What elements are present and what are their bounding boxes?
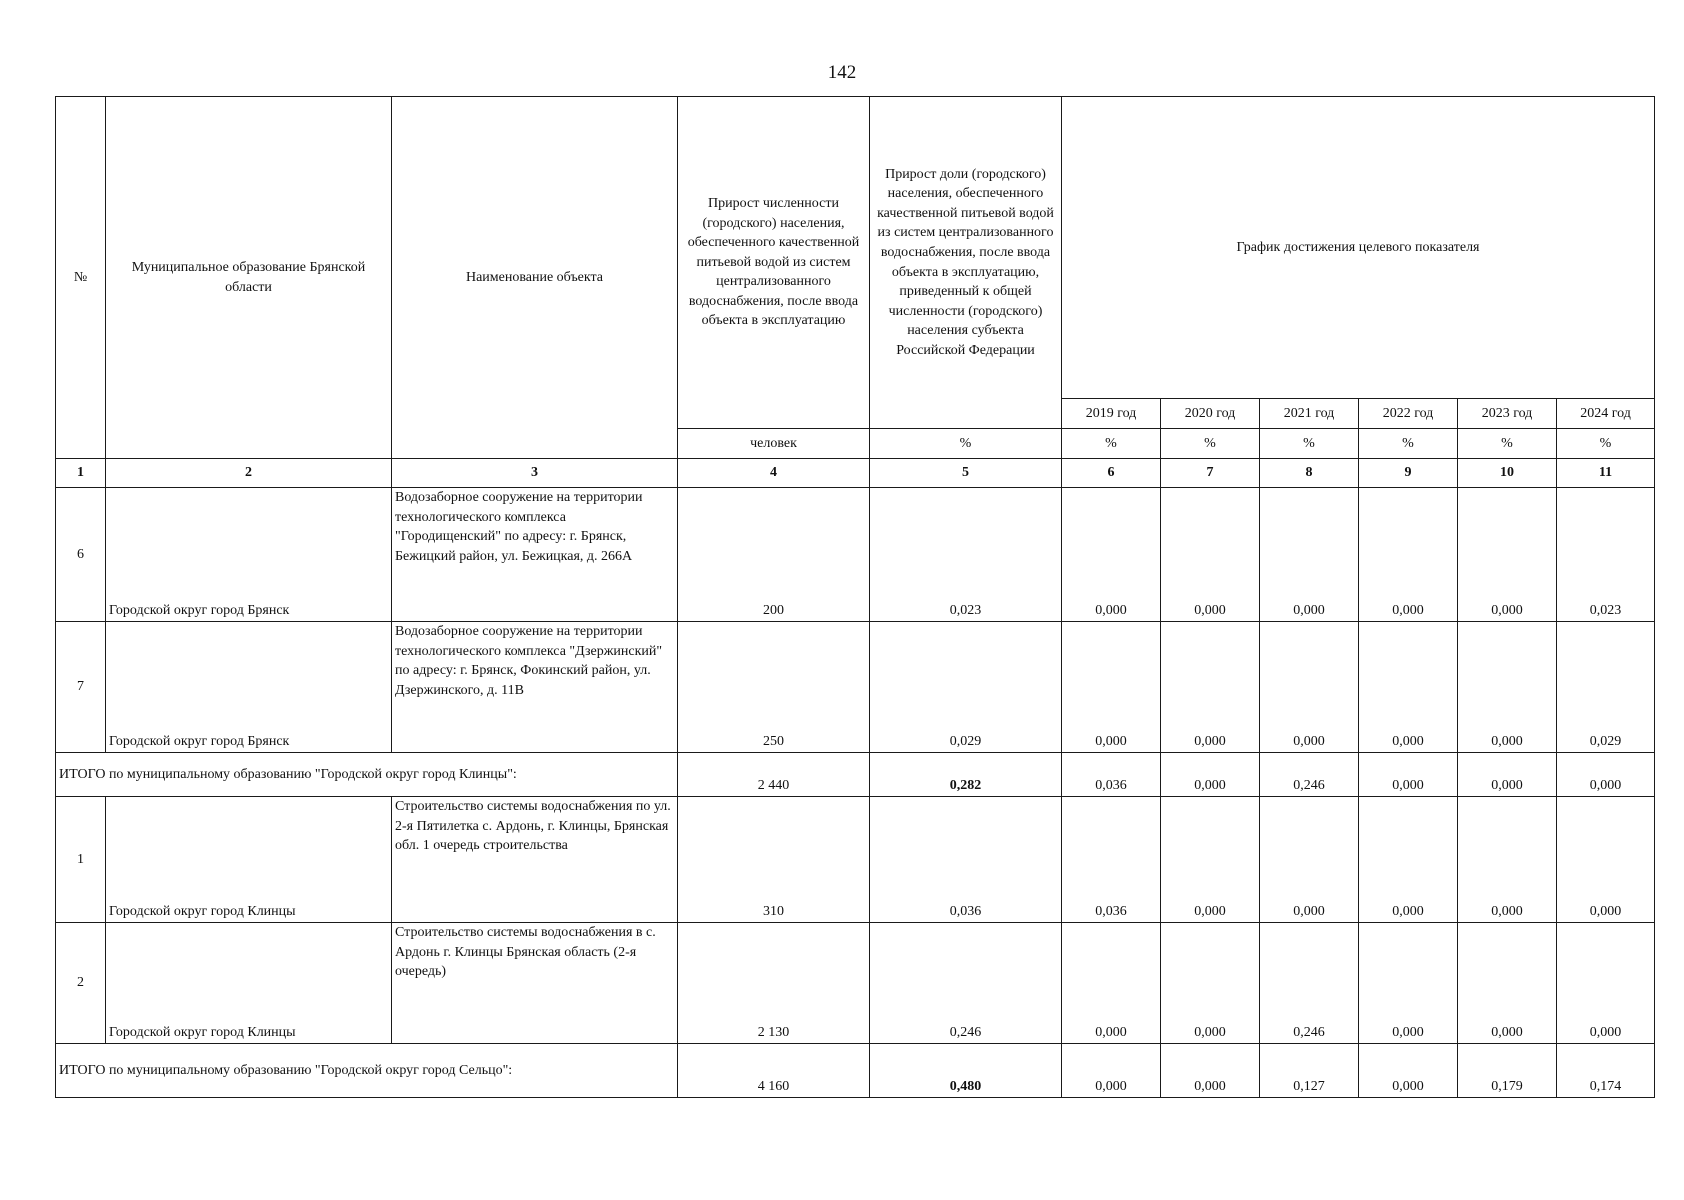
people-growth-cell: 200 [678,488,870,622]
column-number: 10 [1458,459,1557,488]
header-growth-share: Прирост доли (городского) населения, обеспеченного качественной питьевой водой из систем централизованного водоснабжения, после ввода объекта в эксплуатацию, приведенный к общей численности (городского) населения субъекта Российской Федерации [870,97,1062,429]
year-value-cell: 0,023 [1557,488,1655,622]
unit-people: человек [678,429,870,459]
header-year-2023: 2023 год [1458,399,1557,429]
table-row [56,622,1655,753]
table-row [56,923,1655,1044]
total-year-value: 0,174 [1557,1044,1655,1098]
year-value-cell: 0,000 [1062,622,1161,753]
total-row [56,1044,1655,1098]
total-label: ИТОГО по муниципальному образованию "Городской округ город Сельцо": [56,1044,678,1098]
column-number: 11 [1557,459,1655,488]
unit-pct: % [1557,429,1655,459]
unit-pct: % [1359,429,1458,459]
municipality-cell: Городской округ город Клинцы [106,797,392,923]
unit-pct-share: % [870,429,1062,459]
header-no: № [56,97,106,459]
column-number: 6 [1062,459,1161,488]
year-value-cell: 0,000 [1557,923,1655,1044]
year-value-cell: 0,000 [1458,622,1557,753]
unit-pct: % [1161,429,1260,459]
people-growth-cell: 2 130 [678,923,870,1044]
unit-pct: % [1062,429,1161,459]
year-value-cell: 0,000 [1458,488,1557,622]
header-growth-people: Прирост численности (городского) населения, обеспеченного качественной питьевой водой из систем централизованного водоснабжения, после ввода объекта в эксплуатацию [678,97,870,429]
municipality-cell: Городской округ город Клинцы [106,923,392,1044]
year-value-cell: 0,029 [1557,622,1655,753]
year-value-cell: 0,246 [1260,923,1359,1044]
total-year-value: 0,000 [1359,1044,1458,1098]
column-number: 1 [56,459,106,488]
header-object: Наименование объекта [392,97,678,459]
table-row [56,797,1655,923]
header-municipality: Муниципальное образование Брянской области [106,97,392,459]
year-value-cell: 0,000 [1161,622,1260,753]
total-share: 0,282 [870,753,1062,797]
people-growth-cell: 310 [678,797,870,923]
total-row [56,753,1655,797]
row-number: 7 [56,622,106,753]
header-schedule: График достижения целевого показателя [1062,97,1655,399]
total-year-value: 0,000 [1359,753,1458,797]
share-growth-cell: 0,246 [870,923,1062,1044]
page-number: 142 [827,62,857,83]
unit-pct: % [1458,429,1557,459]
header-year-2022: 2022 год [1359,399,1458,429]
header-year-2019: 2019 год [1062,399,1161,429]
object-name-cell: Водозаборное сооружение на территории технологического комплекса "Городищенский" по адресу: г. Брянск, Бежицкий район, ул. Бежицкая, д. 266А [392,488,678,622]
row-number: 6 [56,488,106,622]
column-number: 9 [1359,459,1458,488]
table-row [56,488,1655,622]
header-year-2021: 2021 год [1260,399,1359,429]
year-value-cell: 0,000 [1062,923,1161,1044]
share-growth-cell: 0,036 [870,797,1062,923]
total-year-value: 0,000 [1161,1044,1260,1098]
municipality-cell: Городской округ город Брянск [106,488,392,622]
share-growth-cell: 0,023 [870,488,1062,622]
people-growth-cell: 250 [678,622,870,753]
total-year-value: 0,000 [1161,753,1260,797]
total-year-value: 0,246 [1260,753,1359,797]
column-number: 8 [1260,459,1359,488]
unit-pct: % [1260,429,1359,459]
year-value-cell: 0,000 [1260,488,1359,622]
header-year-2020: 2020 год [1161,399,1260,429]
year-value-cell: 0,000 [1161,488,1260,622]
total-year-value: 0,000 [1557,753,1655,797]
municipality-cell: Городской округ город Брянск [106,622,392,753]
total-label: ИТОГО по муниципальному образованию "Городской округ город Клинцы": [56,753,678,797]
row-number: 1 [56,797,106,923]
year-value-cell: 0,000 [1359,923,1458,1044]
header-year-2024: 2024 год [1557,399,1655,429]
year-value-cell: 0,000 [1260,622,1359,753]
year-value-cell: 0,036 [1062,797,1161,923]
share-growth-cell: 0,029 [870,622,1062,753]
year-value-cell: 0,000 [1161,797,1260,923]
column-number: 7 [1161,459,1260,488]
total-people: 2 440 [678,753,870,797]
total-year-value: 0,000 [1458,753,1557,797]
year-value-cell: 0,000 [1161,923,1260,1044]
total-year-value: 0,036 [1062,753,1161,797]
year-value-cell: 0,000 [1062,488,1161,622]
year-value-cell: 0,000 [1359,797,1458,923]
column-number: 4 [678,459,870,488]
row-number: 2 [56,923,106,1044]
year-value-cell: 0,000 [1359,622,1458,753]
year-value-cell: 0,000 [1557,797,1655,923]
object-name-cell: Строительство системы водоснабжения в с. Ардонь г. Клинцы Брянская область (2-я очередь) [392,923,678,1044]
total-people: 4 160 [678,1044,870,1098]
total-year-value: 0,127 [1260,1044,1359,1098]
year-value-cell: 0,000 [1458,797,1557,923]
total-year-value: 0,000 [1062,1044,1161,1098]
object-name-cell: Строительство системы водоснабжения по ул. 2-я Пятилетка с. Ардонь, г. Клинцы, Брянская обл. 1 очередь строительства [392,797,678,923]
total-share: 0,480 [870,1044,1062,1098]
total-year-value: 0,179 [1458,1044,1557,1098]
object-name-cell: Водозаборное сооружение на территории технологического комплекса "Дзержинский" по адресу: г. Брянск, Фокинский район, ул. Дзержинского, д. 11В [392,622,678,753]
column-number: 5 [870,459,1062,488]
column-number: 3 [392,459,678,488]
year-value-cell: 0,000 [1260,797,1359,923]
indicator-table [55,96,1655,1098]
column-number: 2 [106,459,392,488]
year-value-cell: 0,000 [1458,923,1557,1044]
year-value-cell: 0,000 [1359,488,1458,622]
